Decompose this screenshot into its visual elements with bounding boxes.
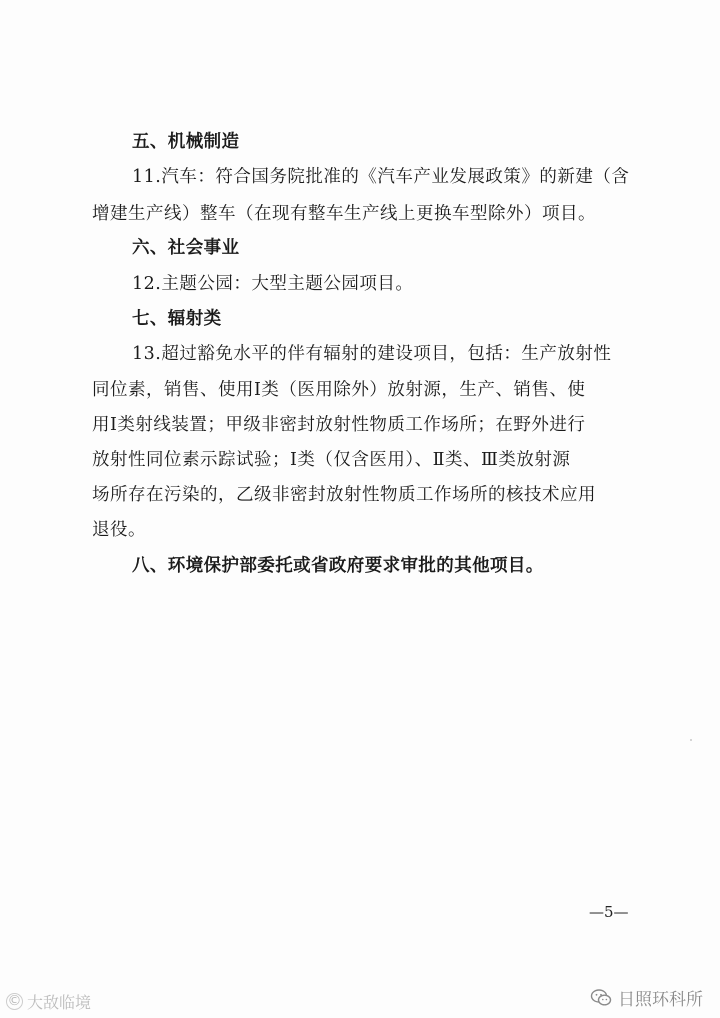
- paragraph-line: 增建生产线）整车（在现有整车生产线上更换车型除外）项目。: [92, 204, 596, 224]
- paragraph-line: 场所存在污染的，乙级非密封放射性物质工作场所的核技术应用: [92, 485, 596, 505]
- paragraph-line: 同位素，销售、使用Ⅰ类（医用除外）放射源，生产、销售、使: [92, 380, 586, 400]
- watermark-right: [590, 985, 703, 1010]
- paragraph-line: 12.主题公园：大型主题公园项目。: [132, 274, 414, 294]
- paragraph-line: 11.汽车：符合国务院批准的《汽车产业发展政策》的新建（含: [132, 167, 630, 187]
- page-number: —5—: [589, 903, 629, 921]
- section-heading-social: 六、社会事业: [132, 238, 240, 258]
- section-heading-radiation: 七、辐射类: [132, 309, 222, 329]
- paragraph-line: 退役。: [92, 520, 146, 540]
- watermark-left-text: 大敌临境: [27, 993, 92, 1012]
- watermark-right-text: 日照环科所: [618, 990, 703, 1010]
- section-heading-machinery: 五、机械制造: [132, 132, 240, 152]
- scan-speck: [690, 739, 692, 741]
- wechat-icon: [590, 988, 612, 1008]
- paragraph-line: 放射性同位素示踪试验；Ⅰ类（仅含医用）、Ⅱ类、Ⅲ类放射源: [92, 450, 571, 470]
- paragraph-line: 13.超过豁免水平的伴有辐射的建设项目，包括：生产放射性: [132, 344, 612, 364]
- watermark-left: [6, 990, 91, 1013]
- paragraph-line: 用Ⅰ类射线装置；甲级非密封放射性物质工作场所；在野外进行: [92, 415, 586, 435]
- section-heading-other: 八、环境保护部委托或省政府要求审批的其他项目。: [132, 556, 544, 576]
- copyright-icon: ©: [7, 993, 22, 1009]
